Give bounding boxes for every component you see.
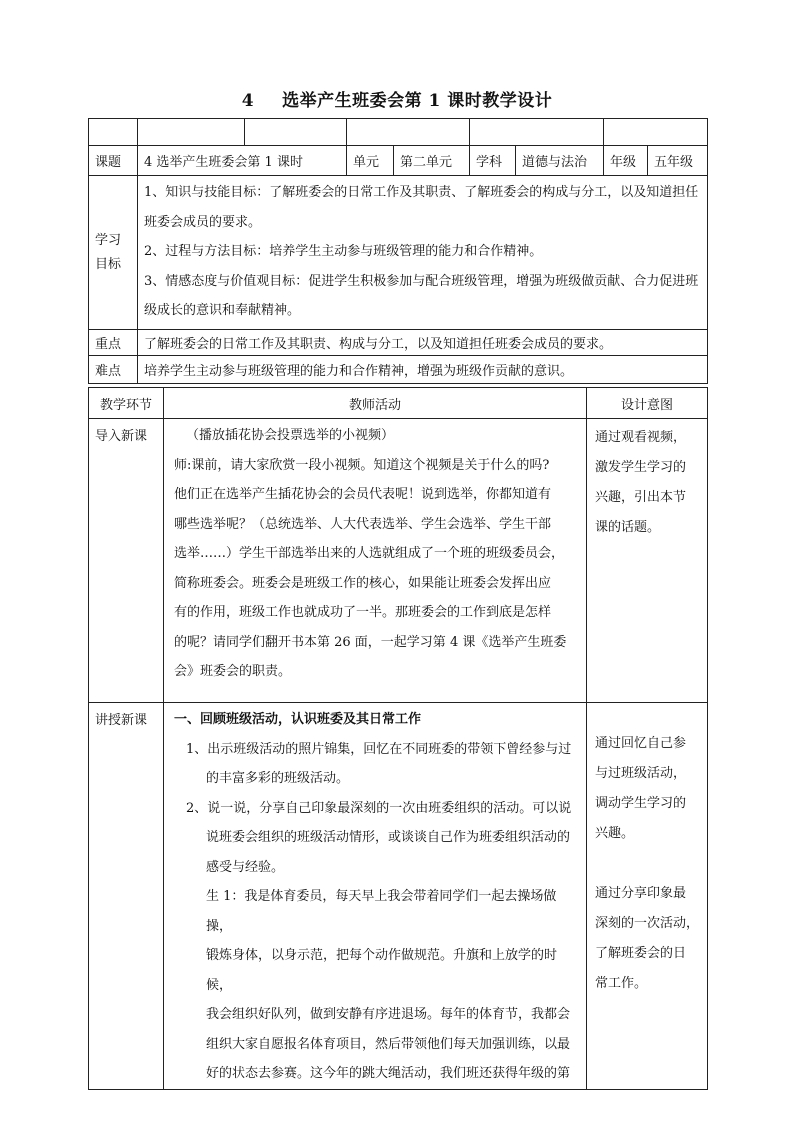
topic-label: 课题 xyxy=(89,146,138,176)
teacher-header: 教师活动 xyxy=(164,388,587,419)
difficulty-row xyxy=(89,356,708,384)
grade-label: 年级 xyxy=(604,146,648,176)
key-point-label: 重点 xyxy=(89,330,138,356)
objective-3: 3、情感态度与价值观目标：促进学生积极参加与配合班级管理，增强为班级做贡献、合力促进班级成长的意识和奉献精神。 xyxy=(144,273,699,318)
lecture-intent: 通过回忆自己参 与过班级活动， 调动学生学习的 兴趣。 通过分享印象最 深刻的一次活动， 了解班委会的日 常工作。 xyxy=(587,703,708,1090)
intro-intent: 通过观看视频， 激发学生学习的 兴趣，引出本节 课的话题。 xyxy=(587,419,708,703)
intro-row xyxy=(89,419,708,703)
unit-value: 第二单元 xyxy=(394,146,470,176)
objective-2: 2、过程与方法目标：培养学生主动参与班级管理的能力和合作精神。 xyxy=(144,244,543,259)
lecture-section-title: 一、回顾班级活动，认识班委及其日常工作 xyxy=(174,712,422,727)
blank-row xyxy=(89,119,708,146)
intent-header: 设计意图 xyxy=(587,388,708,419)
teaching-process-table xyxy=(88,387,708,1090)
process-header-row xyxy=(89,388,708,419)
intro-stage: 导入新课 xyxy=(89,419,164,703)
info-row xyxy=(89,146,708,176)
difficulty-text: 培养学生主动参与班级管理的能力和合作精神，增强为班级作贡献的意识。 xyxy=(138,356,708,384)
lesson-info-table xyxy=(88,118,708,384)
objectives-text xyxy=(138,176,708,330)
grade-value: 五年级 xyxy=(648,146,708,176)
objectives-label: 学习 目标 xyxy=(89,176,138,330)
objectives-row xyxy=(89,176,708,330)
stage-header: 教学环节 xyxy=(89,388,164,419)
objective-1: 1、知识与技能目标：了解班委会的日常工作及其职责、了解班委会的构成与分工，以及知道担任班委会成员的要求。 xyxy=(144,185,699,230)
page-title xyxy=(0,86,794,111)
subject-value: 道德与法治 xyxy=(516,146,604,176)
difficulty-label: 难点 xyxy=(89,356,138,384)
key-point-row xyxy=(89,330,708,356)
lecture-teacher-activity: 一、回顾班级活动，认识班委及其日常工作 1、出示班级活动的照片锦集，回忆在不同班委的带领下曾经参与过 的丰富多彩的班级活动。 2、说一说，分享自己印象最深刻的一次由班委组织的活动。可以说 说班委会组织的班级活动情形，或谈谈自己作为班委组织活动的 感受与经验。 生 1：我是体育委员，每天早上我会带着同学们一起去操场做操， 锻炼身体，以身示范，把每个动作做规范。升旗和上放学的时候， 我会组织好队列，做到安静有序进退场。每年的体育节，我都会 组织大家自愿报名体育项目，然后带领他们每天加强训练，以最 好的状态去参赛。这今年的跳大绳活动，我们班还获得年级的第 xyxy=(164,703,587,1090)
lecture-row xyxy=(89,703,708,1090)
subject-label: 学科 xyxy=(470,146,516,176)
intro-teacher-activity: （播放插花协会投票选举的小视频） 师:课前，请大家欣赏一段小视频。知道这个视频是关于什么的吗? 他们正在选举产生插花协会的会员代表呢！说到选举，你都知道有 哪些选举呢？（总统选举、人大代表选举、学生会选举、学生干部 选举……）学生干部选举出来的人选就组成了一个班的班级委员会， 简称班委会。班委会是班级工作的核心，如果能让班委会发挥出应 有的作用，班级工作也就成功了一半。那班委会的工作到底是怎样 的呢？请同学们翻开书本第 26 面，一起学习第 4 课《选举产生班委 会》班委会的职责。 xyxy=(164,419,587,703)
lecture-stage: 讲授新课 xyxy=(89,703,164,1090)
lesson-number: 4 xyxy=(241,91,255,111)
topic-value: 4 选举产生班委会第 1 课时 xyxy=(138,146,347,176)
unit-label: 单元 xyxy=(347,146,394,176)
lesson-title: 选举产生班委会第 1 课时教学设计 xyxy=(282,91,553,111)
key-point-text: 了解班委会的日常工作及其职责、构成与分工，以及知道担任班委会成员的要求。 xyxy=(138,330,708,356)
